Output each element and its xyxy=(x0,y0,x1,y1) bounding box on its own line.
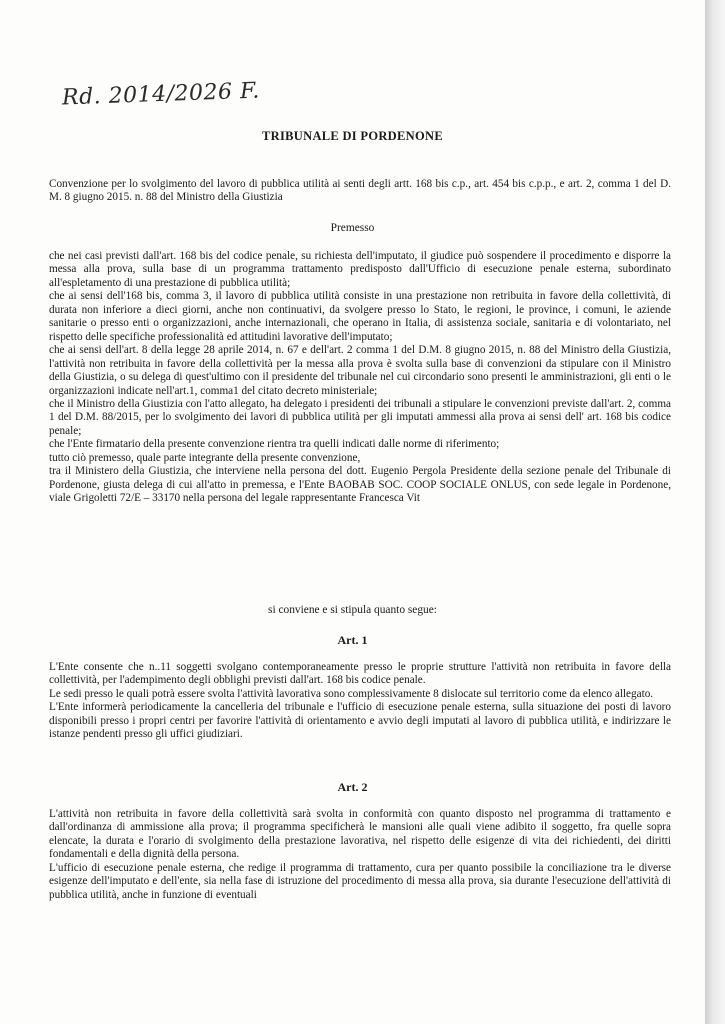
art1-paragraph: L'Ente consente che n..11 soggetti svolgano contemporaneamente presso le proprie strutture l'attività non retribuita in favore della collettività, per l'adempimento degli obblighi previsti dall'art. 168 bis codice penale. xyxy=(49,661,671,687)
art2-paragraph: L'attività non retribuita in favore della collettività sarà svolta in conformità con quanto disposto nel programma di trattamento e dall'ordinanza di ammissione alla prova; il programma specificherà le mansioni alle quali viene adibito il soggetto, fra quelle sopra elencate, la durata e l'orario di svolgimento della prestazione lavorativa, nel rispetto delle esigenze di vita dei richiedenti, dei diritti fondamentali e della dignità della persona. xyxy=(49,808,671,861)
premessa-paragraph: che nei casi previsti dall'art. 168 bis del codice penale, su richiesta dell'imputato, il giudice può sospendere il procedimento e disporre la messa alla prova, sulla base di un programma trattamento predisposto dall'Ufficio di esecuzione penale esterna, subordinato all'espletamento di una prestazione di pubblica utilità; xyxy=(49,250,671,289)
premesse-block xyxy=(49,250,671,506)
art2-heading: Art. 2 xyxy=(337,780,368,794)
premessa-paragraph: che ai sensi dell'art. 8 della legge 28 aprile 2014, n. 67 e dell'art. 2 comma 1 del D.M. 8 giugno 2015, n. 88 del Ministro della Giustizia, l'attività non retribuita in favore della collettività per la messa alla prova è svolta sulla base di convenzioni da stipulare con il Ministro della Giustizia, o su delega di quest'ultimo con il presidente del tribunale nel cui circondario sono presenti le amministrazioni, gli enti o le organizzazioni indicate nell'art.1, comma1 del citato decreto ministeriale; xyxy=(49,344,671,397)
premessa-paragraph: tra il Ministero della Giustizia, che interviene nella persona del dott. Eugenio Pergola Presidente della sezione penale del Tribunale di Pordenone, giusta delega di cui all'atto in premessa, e l'Ente BAOBAB SOC. COOP SOCIALE ONLUS, con sede legale in Pordenone, viale Grigoletti 72/E – 33170 nella persona del legale rappresentante Francesca Vit xyxy=(49,465,671,505)
handwritten-reference: Rd. 2014/2026 F. xyxy=(61,78,261,111)
intro-paragraph: Convenzione per lo svolgimento del lavoro di pubblica utilità ai senti degli artt. 168 bis c.p., art. 454 bis c.p.p., e art. 2, comma 1 del D. M. 8 giugno 2015. n. 88 del Ministro della Giustizia xyxy=(49,178,671,204)
page-edge-shadow xyxy=(705,0,725,1024)
document-title: TRIBUNALE DI PORDENONE xyxy=(262,129,443,143)
premessa-paragraph: tutto ciò premesso, quale parte integrante della presente convenzione, xyxy=(49,451,361,464)
art1-paragraph: L'Ente informerà periodicamente la cancelleria del tribunale e l'ufficio di esecuzione penale esterna, sulla situazione dei posti di lavoro disponibili presso i propri centri per favorire l'attività di orientamento e avvio degli imputati al lavoro di pubblica utilità, e indirizzare le istanze pendenti presso gli uffici giudiziari. xyxy=(49,701,671,741)
premesso-heading: Premesso xyxy=(330,222,375,234)
art1-heading: Art. 1 xyxy=(337,633,368,647)
premessa-paragraph: che ai sensi dell'168 bis, comma 3, il lavoro di pubblica utilità consiste in una prestazione non retribuita in favore della collettività, di durata non inferiore a dieci giorni, anche non continuativi, da svolgere presso lo Stato, le regioni, le province, i comuni, le aziende sanitarie o presso enti o organizzazioni, anche internazionali, che operano in Italia, di assistenza sociale, sanitaria e di volontariato, nel rispetto delle specifiche professionalità ed attitudini lavorative dell'imputato; xyxy=(49,290,671,343)
art2-paragraph: L'ufficio di esecuzione penale esterna, che redige il programma di trattamento, cura per quanto possibile la conciliazione tra le diverse esigenze dell'imputato e dell'ente, sia nella fase di istruzione del procedimento di messa alla prova, sia durante l'esecuzione dell'attività di pubblica utilità, anche in funzione di eventuali xyxy=(49,861,671,901)
art1-body xyxy=(49,661,671,742)
art1-paragraph: Le sedi presso le quali potrà essere svolta l'attività lavorativa sono complessivamente 8 dislocate sul territorio come da elenco allegato. xyxy=(49,687,654,700)
premessa-paragraph: che il Ministro della Giustizia con l'atto allegato, ha delegato i presidenti dei tribunali a stipulare le convenzioni previste dall'art. 2, comma 1 del D.M. 88/2015, per lo svolgimento dei lavori di pubblica utilità per gli imputati ammessi alla prova ai sensi dell' art. 168 bis codice penale; xyxy=(49,397,671,437)
stipula-line: si conviene e si stipula quanto segue: xyxy=(268,604,437,616)
art2-body xyxy=(49,808,671,902)
premessa-paragraph: che l'Ente firmatario della presente convenzione rientra tra quelli indicati dalle norme di riferimento; xyxy=(49,438,500,451)
